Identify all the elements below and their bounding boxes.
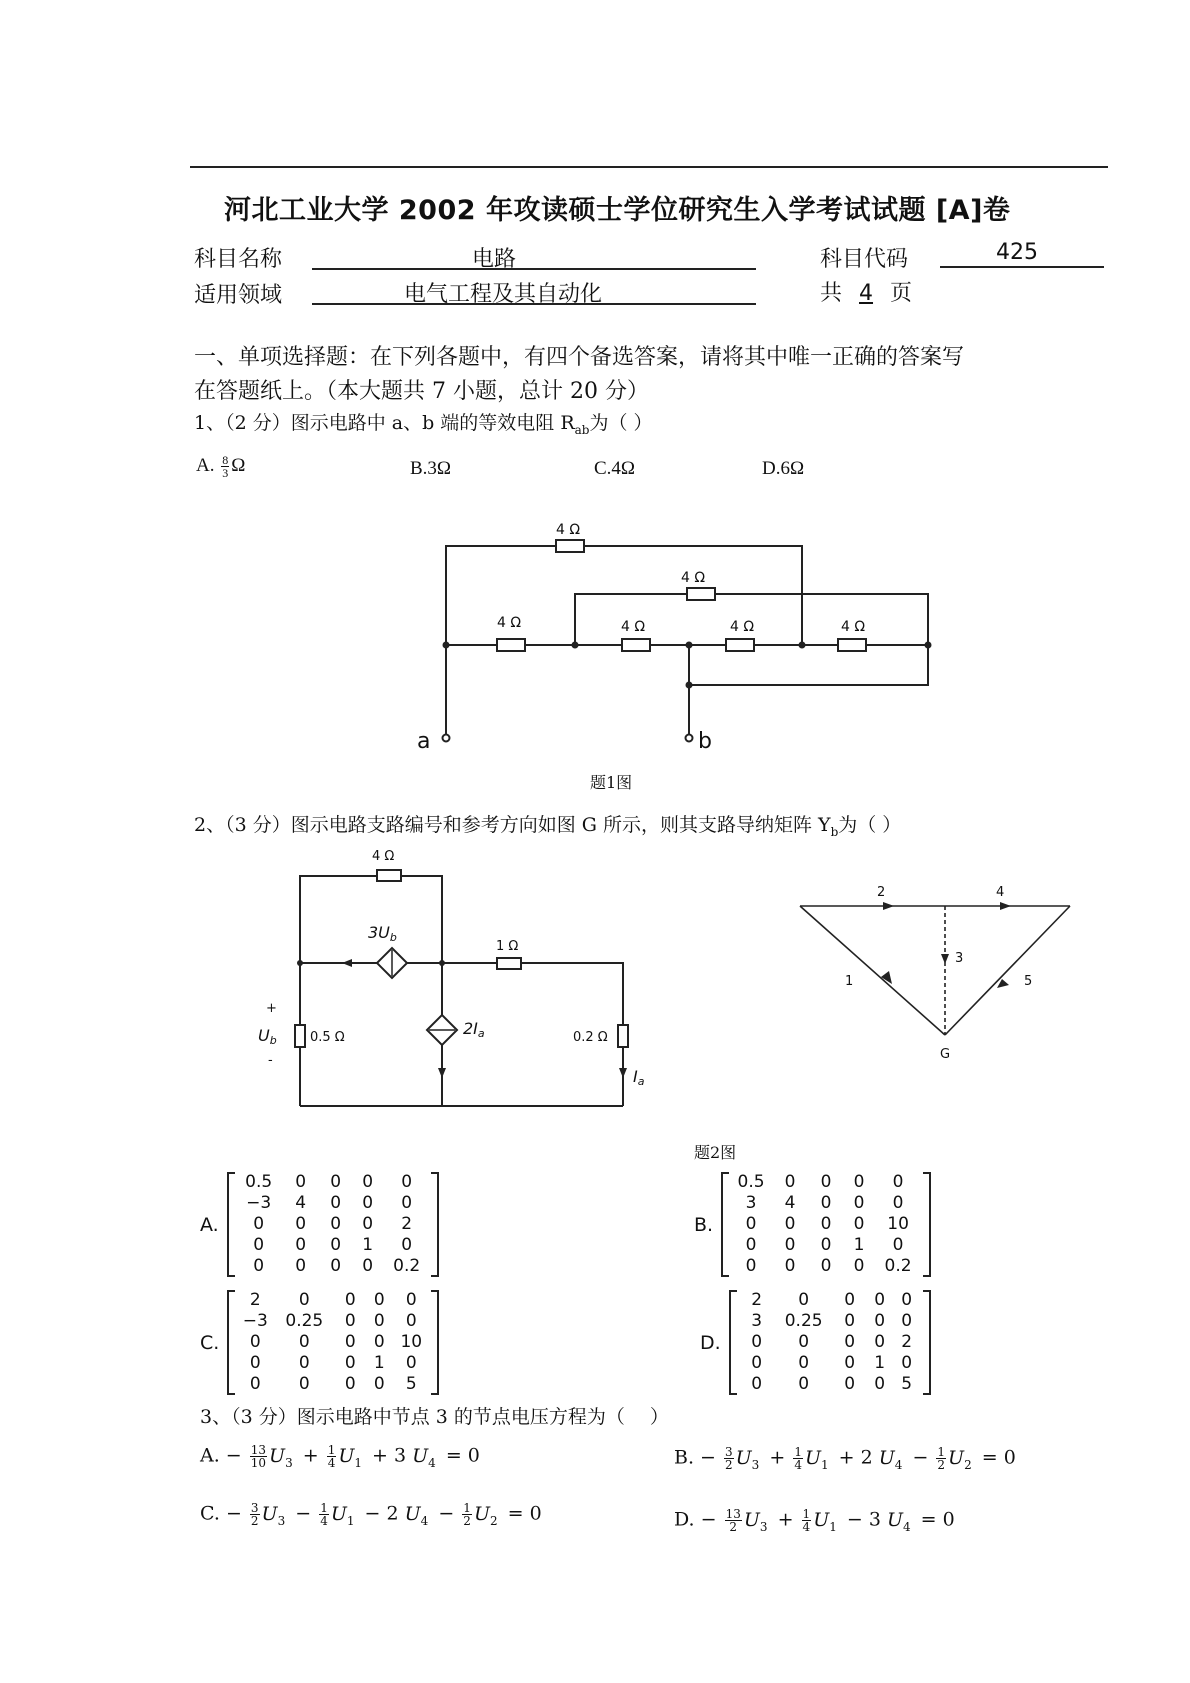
matrix-cell: 4: [784, 1193, 796, 1213]
matrix-cell: 0: [298, 1332, 310, 1352]
operator: − 3: [840, 1508, 887, 1531]
current-sub: a: [637, 1075, 645, 1088]
q3-option-b: [674, 1446, 1016, 1471]
operator: −: [906, 1446, 935, 1469]
terminal-a-label: a: [417, 729, 431, 754]
ccvs-sub: b: [389, 931, 397, 944]
operator: = 0: [975, 1446, 1016, 1469]
subject-name-value: 电路: [472, 247, 517, 272]
graph-node-label: G: [940, 1047, 951, 1062]
q2-option-a-matrix: [200, 1172, 439, 1277]
matrix-cell: 0: [249, 1374, 261, 1394]
matrix-cell: 2: [401, 1214, 413, 1234]
q2-option-b-matrix: [694, 1172, 931, 1277]
matrix-cell: 0: [745, 1256, 757, 1276]
operator: = 0: [914, 1508, 955, 1531]
matrix-cell: 0.25: [784, 1311, 823, 1331]
fraction: $\frac{1}{4}$: [794, 1445, 802, 1472]
matrix-cell: 0: [344, 1374, 356, 1394]
arrow-left-icon: [342, 959, 352, 967]
operator: +: [771, 1508, 800, 1531]
operator: −: [219, 1502, 248, 1525]
matrix-cell: 0: [362, 1172, 374, 1192]
operator: −: [219, 1444, 248, 1467]
r-right-label: 0.2 Ω: [573, 1030, 608, 1045]
matrix-cell: 0: [253, 1235, 265, 1255]
q3-stem: 3、（3 分）图示电路中节点 3 的节点电压方程为（ ）: [200, 1406, 669, 1428]
matrix-cell: 0: [298, 1374, 310, 1394]
matrix-cell: 0: [745, 1214, 757, 1234]
matrix-body: [729, 1290, 931, 1395]
matrix-cell: 0: [330, 1172, 342, 1192]
ccvs-text: 3U: [368, 923, 390, 942]
matrix-cell: 2: [901, 1332, 913, 1352]
q1-figure-caption: 题1图: [590, 773, 633, 792]
matrix-cell: 0: [751, 1332, 763, 1352]
matrix-cell: 0: [798, 1374, 810, 1394]
matrix-cell: 0.2: [393, 1256, 421, 1276]
matrix-cell: 0: [853, 1256, 865, 1276]
matrix-cell: 0: [784, 1172, 796, 1192]
branch-label-3: 3: [955, 951, 964, 966]
plus-sign: +: [266, 1001, 277, 1016]
graph-branch-5: [945, 906, 1070, 1035]
arrow-down-icon: [438, 1068, 446, 1078]
matrix-cell: 0: [295, 1235, 307, 1255]
matrix-cell: 2: [249, 1290, 261, 1310]
matrix-cell: 0: [784, 1235, 796, 1255]
matrix-cell: 0.5: [737, 1172, 765, 1192]
matrix-cell: 10: [400, 1332, 423, 1352]
pages-value: 4: [859, 281, 874, 306]
pages-prefix: 共: [820, 281, 843, 306]
branch-label-5: 5: [1024, 974, 1033, 989]
variable: $U_4$: [878, 1446, 903, 1472]
matrix-cell: 0: [820, 1172, 832, 1192]
matrix-label: D.: [700, 1331, 721, 1354]
matrix-grid: [237, 1172, 429, 1277]
matrix-cell: 5: [405, 1374, 417, 1394]
matrix-cell: 0: [844, 1353, 856, 1373]
matrix-cell: 0: [330, 1193, 342, 1213]
matrix-cell: 0.25: [285, 1311, 324, 1331]
variable: $U_1$: [813, 1508, 837, 1534]
current-text: I: [633, 1067, 638, 1086]
voltage-text: U: [258, 1026, 270, 1045]
branch-label-2: 2: [877, 885, 886, 900]
field-label: 适用领域: [194, 283, 283, 308]
cccs-text: 2I: [463, 1019, 478, 1038]
subject-name-label: 科目名称: [194, 247, 283, 272]
matrix-cell: 3: [745, 1193, 757, 1213]
matrix-cell: 2: [751, 1290, 763, 1310]
resistor-0-5ohm: [295, 1025, 305, 1047]
matrix-cell: 0: [401, 1235, 413, 1255]
q2-stem-text: 2、（3 分）图示电路支路编号和参考方向如图 G 所示，则其支路导纳矩阵 Y: [194, 814, 831, 836]
matrix-body: [721, 1172, 931, 1277]
matrix-cell: 0: [330, 1235, 342, 1255]
arrow-right-icon: [883, 902, 894, 910]
fraction: $\frac{1}{4}$: [802, 1507, 811, 1534]
matrix-cell: 0: [362, 1256, 374, 1276]
branch-label-1: 1: [845, 974, 854, 989]
terminal-b-label: b: [698, 729, 712, 754]
matrix-cell: −3: [246, 1193, 272, 1213]
matrix-cell: 0: [330, 1214, 342, 1234]
matrix-cell: 0: [798, 1290, 810, 1310]
q3-option-d: [674, 1508, 955, 1533]
fraction: $\frac{1}{4}$: [327, 1443, 336, 1470]
matrix-cell: 0: [874, 1290, 886, 1310]
arrow-right-icon: [1000, 902, 1011, 910]
matrix-cell: 0: [901, 1353, 913, 1373]
resistor-1ohm: [497, 958, 521, 969]
r-mid-label: 1 Ω: [496, 939, 519, 954]
q1-option-d: D.6Ω: [762, 458, 805, 479]
operator: − 2: [358, 1502, 405, 1525]
resistor-label: 4 Ω: [497, 615, 522, 631]
pages-suffix: 页: [890, 281, 913, 306]
matrix-body: [227, 1172, 439, 1277]
matrix-cell: 0: [820, 1193, 832, 1213]
matrix-cell: 0: [798, 1332, 810, 1352]
matrix-cell: 0: [844, 1290, 856, 1310]
matrix-cell: 0: [844, 1332, 856, 1352]
option-label: D.: [674, 1508, 695, 1531]
q1-option-b: B.3Ω: [410, 458, 452, 479]
option-label: C.: [200, 1502, 220, 1525]
matrix-cell: 0.5: [245, 1172, 273, 1192]
matrix-cell: 0: [853, 1172, 865, 1192]
matrix-cell: 1: [373, 1353, 385, 1373]
q1-stem-tail: 为（ ）: [589, 412, 653, 434]
cccs-sub: a: [477, 1027, 485, 1040]
minus-sign: -: [268, 1053, 273, 1068]
operator: −: [694, 1446, 723, 1469]
q2-option-d-matrix: [700, 1290, 931, 1395]
variable: $U_2$: [948, 1446, 972, 1472]
matrix-cell: 0: [362, 1214, 374, 1234]
matrix-grid: [237, 1290, 429, 1395]
matrix-cell: 0: [901, 1290, 913, 1310]
arrow-down-icon: [941, 954, 949, 964]
matrix-cell: 0: [295, 1172, 307, 1192]
resistor-label: 4 Ω: [681, 570, 706, 586]
matrix-body: [227, 1290, 439, 1395]
matrix-cell: 0: [298, 1353, 310, 1373]
q2-stem-tail: 为（ ）: [838, 814, 902, 836]
q3-option-c: [200, 1502, 542, 1527]
resistor-0-2ohm: [618, 1025, 628, 1047]
matrix-cell: 0: [844, 1311, 856, 1331]
variable: $U_1$: [338, 1444, 362, 1470]
q1-option-a-label: A.: [196, 454, 215, 476]
subject-code-label: 科目代码: [820, 247, 909, 272]
resistor-label: 4 Ω: [556, 522, 581, 538]
variable: $U_2$: [473, 1502, 498, 1528]
matrix-cell: 0: [853, 1214, 865, 1234]
variable: $U_3$: [743, 1508, 768, 1534]
matrix-cell: 0: [295, 1214, 307, 1234]
current-label: [633, 1067, 645, 1088]
matrix-grid: [739, 1290, 921, 1395]
exam-title: 河北工业大学 2002 年攻读硕士学位研究生入学考试试题 [A]卷: [224, 195, 1011, 226]
resistor-label: 4 Ω: [730, 619, 755, 635]
matrix-cell: 0: [820, 1214, 832, 1234]
matrix-cell: 0: [249, 1353, 261, 1373]
junction: [439, 960, 445, 966]
matrix-cell: 3: [751, 1311, 763, 1331]
variable: $U_1$: [330, 1502, 355, 1528]
junction: [297, 960, 303, 966]
matrix-cell: 0: [405, 1353, 417, 1373]
fraction: $\frac{3}{2}$: [725, 1445, 733, 1472]
matrix-cell: 0: [344, 1332, 356, 1352]
variable: $U_4$: [412, 1444, 436, 1470]
matrix-cell: 0: [892, 1235, 904, 1255]
matrix-cell: 0: [874, 1332, 886, 1352]
q3-option-a: [200, 1444, 480, 1469]
matrix-cell: 0: [373, 1311, 385, 1331]
matrix-cell: 0: [874, 1374, 886, 1394]
matrix-cell: 0: [751, 1374, 763, 1394]
fraction: $\frac{13}{2}$: [725, 1507, 741, 1534]
matrix-cell: 0: [405, 1290, 417, 1310]
matrix-cell: 0: [249, 1332, 261, 1352]
subject-code-value: 425: [996, 240, 1038, 265]
matrix-cell: 0: [344, 1311, 356, 1331]
voltage-label: [258, 1026, 277, 1047]
field-value: 电气工程及其自动化: [404, 282, 603, 307]
matrix-cell: 0: [401, 1193, 413, 1213]
option-label: B.: [674, 1446, 695, 1469]
matrix-cell: 0: [330, 1256, 342, 1276]
matrix-cell: 0: [373, 1374, 385, 1394]
q2-figure-caption: 题2图: [694, 1143, 737, 1162]
fraction: $\frac{3}{2}$: [250, 1501, 259, 1528]
branch-label-4: 4: [996, 885, 1005, 900]
voltage-sub: b: [269, 1034, 277, 1047]
matrix-cell: 1: [362, 1235, 374, 1255]
q1-option-c: C.4Ω: [594, 458, 636, 479]
matrix-cell: 5: [901, 1374, 913, 1394]
matrix-cell: 0.2: [884, 1256, 912, 1276]
graph-branch-1: [800, 906, 945, 1035]
q2-option-c-matrix: [200, 1290, 439, 1395]
matrix-cell: 0: [820, 1256, 832, 1276]
matrix-cell: 0: [405, 1311, 417, 1331]
matrix-cell: 0: [344, 1290, 356, 1310]
matrix-cell: 0: [784, 1214, 796, 1234]
resistor-4ohm: [377, 870, 401, 881]
q1-stem-sub: ab: [574, 422, 590, 437]
variable: $U_4$: [404, 1502, 429, 1528]
wire-top-loop: [300, 876, 442, 963]
matrix-cell: 0: [298, 1290, 310, 1310]
matrix-label: A.: [200, 1213, 219, 1236]
cccs-label: [463, 1019, 485, 1040]
matrix-cell: 0: [853, 1193, 865, 1213]
matrix-cell: 0: [362, 1193, 374, 1213]
section-intro-line1: 一、单项选择题：在下列各题中，有四个备选答案，请将其中唯一正确的答案写: [194, 345, 965, 370]
matrix-cell: 1: [874, 1353, 886, 1373]
matrix-label: C.: [200, 1331, 220, 1354]
q1-stem-text: 1、（2 分）图示电路中 a、b 端的等效电阻 R: [194, 412, 575, 434]
matrix-cell: 4: [295, 1193, 307, 1213]
operator: +: [296, 1444, 325, 1467]
matrix-cell: 0: [892, 1193, 904, 1213]
matrix-cell: 0: [253, 1256, 265, 1276]
r-left-label: 0.5 Ω: [310, 1030, 345, 1045]
matrix-cell: 0: [401, 1172, 413, 1192]
operator: −: [694, 1508, 723, 1531]
matrix-cell: 0: [798, 1353, 810, 1373]
option-label: A.: [200, 1444, 220, 1467]
ccvs-label: [368, 923, 397, 944]
operator: −: [289, 1502, 318, 1525]
operator: = 0: [501, 1502, 542, 1525]
q2-stem-sub: b: [830, 824, 839, 839]
fraction: $\frac{1}{2}$: [463, 1501, 471, 1528]
fraction-denominator: 3: [222, 466, 229, 480]
operator: + 3: [366, 1444, 413, 1467]
fraction: $\frac{1}{2}$: [937, 1445, 946, 1472]
matrix-cell: 0: [874, 1311, 886, 1331]
variable: $U_3$: [269, 1444, 293, 1470]
matrix-grid: [731, 1172, 921, 1277]
operator: +: [763, 1446, 792, 1469]
matrix-cell: 0: [844, 1374, 856, 1394]
fraction: $\frac{1}{4}$: [320, 1501, 328, 1528]
matrix-cell: 0: [751, 1353, 763, 1373]
matrix-cell: 0: [295, 1256, 307, 1276]
matrix-cell: 0: [745, 1235, 757, 1255]
matrix-cell: 0: [784, 1256, 796, 1276]
resistor-label: 4 Ω: [621, 619, 646, 635]
operator: −: [432, 1502, 461, 1525]
variable: $U_1$: [804, 1446, 829, 1472]
resistor-label: 4 Ω: [841, 619, 866, 635]
matrix-cell: 0: [892, 1172, 904, 1192]
matrix-cell: 0: [373, 1290, 385, 1310]
q1-option-a-unit: Ω: [231, 454, 246, 476]
matrix-cell: 1: [853, 1235, 865, 1255]
matrix-cell: 0: [820, 1235, 832, 1255]
matrix-cell: 10: [887, 1214, 909, 1234]
arrow-down-icon: [619, 1068, 627, 1078]
matrix-cell: −3: [242, 1311, 268, 1331]
matrix-label: B.: [694, 1213, 714, 1236]
operator: = 0: [439, 1444, 480, 1467]
variable: $U_3$: [735, 1446, 760, 1472]
matrix-cell: 0: [344, 1353, 356, 1373]
r-top-label: 4 Ω: [372, 849, 395, 864]
matrix-cell: 0: [373, 1332, 385, 1352]
matrix-cell: 0: [253, 1214, 265, 1234]
variable: $U_3$: [261, 1502, 286, 1528]
matrix-cell: 0: [901, 1311, 913, 1331]
operator: + 2: [832, 1446, 879, 1469]
variable: $U_4$: [886, 1508, 911, 1534]
fraction-numerator: 8: [222, 453, 229, 467]
fraction: $\frac{13}{10}$: [250, 1443, 267, 1470]
section-intro-line2: 在答题纸上。（本大题共 7 小题，总计 20 分）: [194, 379, 649, 404]
